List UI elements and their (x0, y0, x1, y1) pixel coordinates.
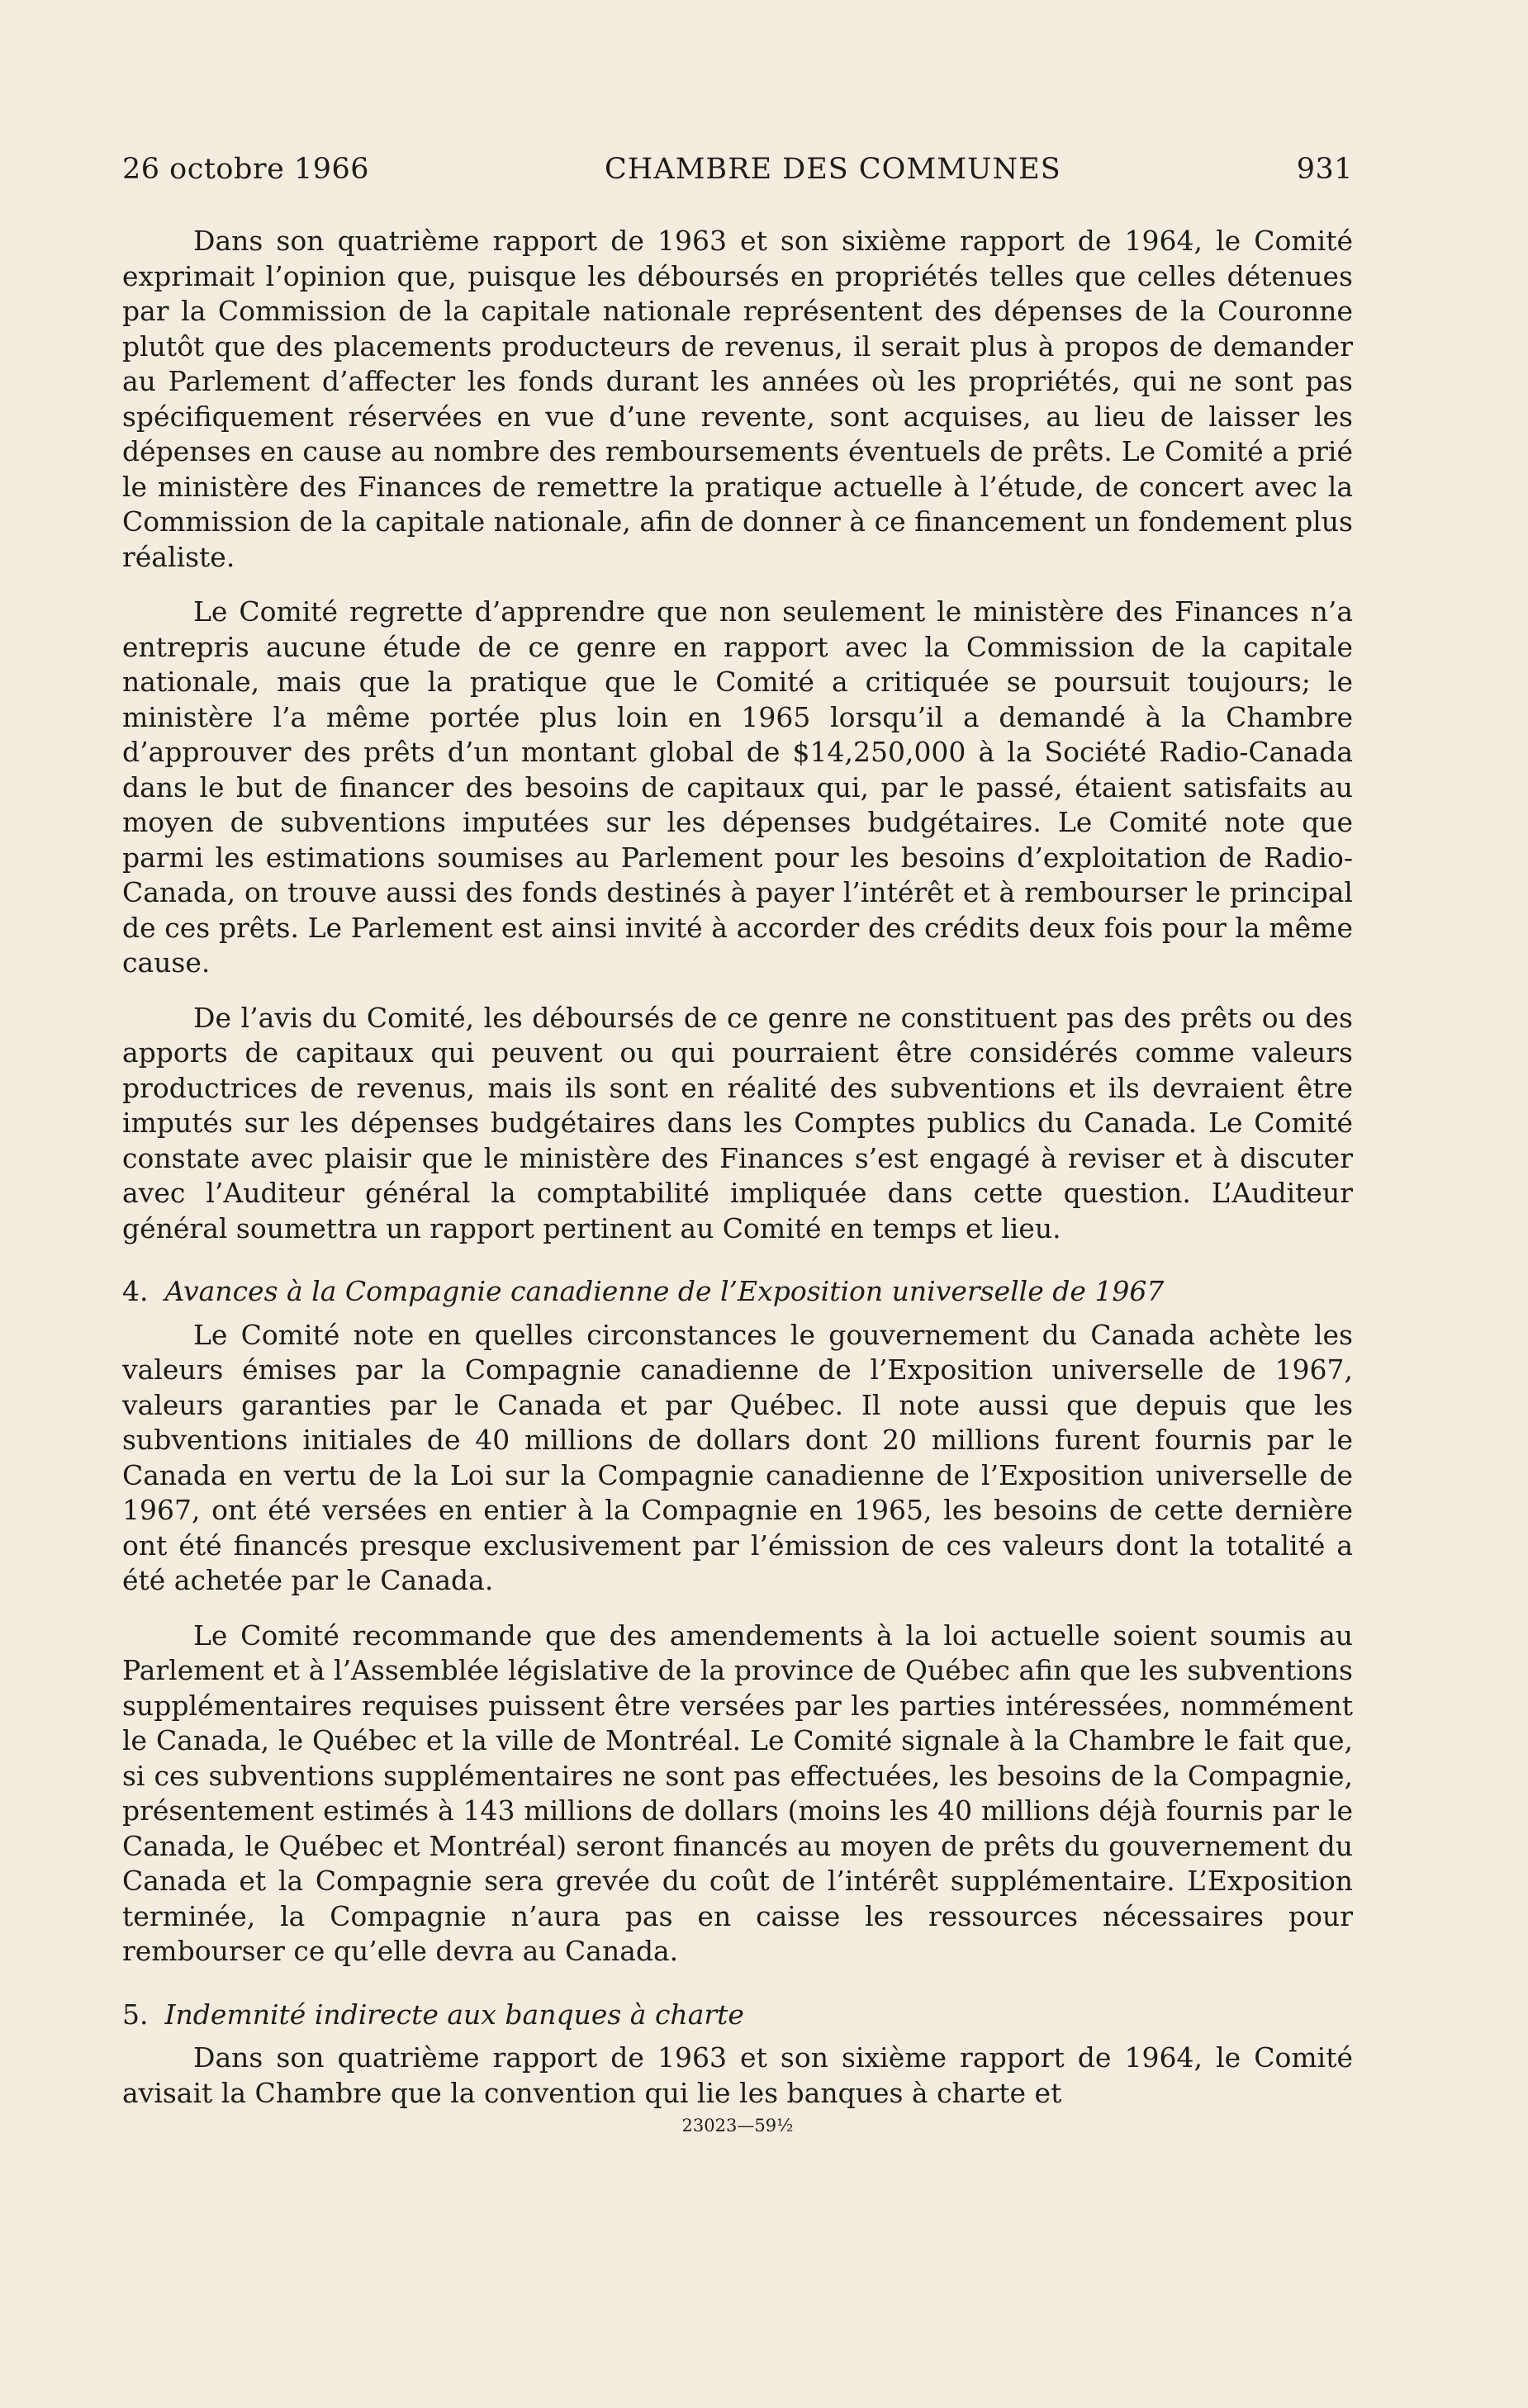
paragraph: Le Comité note en quelles circonstances le gouvernement du Canada achète les valeurs émises par la Compagnie canadienne de l’Exposition universelle de 1967, valeurs garanties par le Canada et par Québec. Il note aussi que depuis que les subventions initiales de 40 millions de dollars dont 20 millions furent fournis par le Canada en vertu de la Loi sur la Compagnie canadienne de l’Exposition universelle de 1967, ont été versées en entier à la Compagnie en 1965, les besoins de cette dernière ont été financés presque exclusivement par l’émission de ces valeurs dont la totalité a été achetée par le Canada. (122, 1318, 1353, 1596)
paragraph: Le Comité recommande que des amendements à la loi actuelle soient soumis au Parlement et à l’Assemblée législative de la province de Québec afin que les subventions supplémentaires requises puissent être versées par les parties intéressées, nommément le Canada, le Québec et la ville de Montréal. Le Comité signale à la Chambre le fait que, si ces subventions supplémentaires ne sont pas effectuées, les besoins de la Compagnie, présentement estimés à 143 millions de dollars (moins les 40 millions déjà fournis par le Canada, le Québec et Montréal) seront financés au moyen de prêts du gouvernement du Canada et la Compagnie sera grevée du coût de l’intérêt supplémentaire. L’Exposition terminée, la Compagnie n’aura pas en caisse les ressources nécessaires pour rembourser ce qu’elle devra au Canada. (122, 1619, 1353, 1967)
page-header (122, 153, 1353, 186)
paragraph: Dans son quatrième rapport de 1963 et son sixième rapport de 1964, le Comité avisait la Chambre que la convention qui lie les banques à charte et (122, 2041, 1353, 2109)
header-page-number: 931 (1296, 153, 1353, 186)
page-footer-code: 23023—59½ (681, 2116, 794, 2135)
section-number: 4. (122, 1275, 149, 1307)
section-heading-5 (122, 1998, 1353, 2033)
section-title: Indemnité indirecte aux banques à charte (164, 1998, 744, 2031)
header-title: CHAMBRE DES COMMUNES (605, 153, 1061, 186)
document-page (122, 153, 1353, 2135)
section-number: 5. (122, 1998, 149, 2031)
paragraph: Dans son quatrième rapport de 1963 et son sixième rapport de 1964, le Comité exprimait l’opinion que, puisque les déboursés en propriétés telles que celles détenues par la Commission de la capitale nationale représentent des dépenses de la Couronne plutôt que des placements producteurs de revenus, il serait plus à propos de demander au Parlement d’affecter les fonds durant les années où les propriétés, qui ne sont pas spécifiquement réservées en vue d’une revente, sont acquises, au lieu de laisser les dépenses en cause au nombre des remboursements éventuels de prêts. Le Comité a prié le ministère des Finances de remettre la pratique actuelle à l’étude, de concert avec la Commission de la capitale nationale, afin de donner à ce financement un fondement plus réaliste. (122, 225, 1353, 573)
section-heading-4 (122, 1274, 1353, 1310)
paragraph: Le Comité regrette d’apprendre que non seulement le ministère des Finances n’a entrepris aucune étude de ce genre en rapport avec la Commission de la capitale nationale, mais que la pratique que le Comité a critiquée se poursuit toujours; le ministère l’a même portée plus loin en 1965 lorsqu’il a demandé à la Chambre d’approuver des prêts d’un montant global de $14,250,000 à la Société Radio-Canada dans le but de financer des besoins de capitaux qui, par le passé, étaient satisfaits au moyen de subventions imputées sur les dépenses budgétaires. Le Comité note que parmi les estimations soumises au Parlement pour les besoins d’exploitation de Radio-Canada, on trouve aussi des fonds destinés à payer l’intérêt et à rembourser le principal de ces prêts. Le Parlement est ainsi invité à accorder des crédits deux fois pour la même cause. (122, 595, 1353, 979)
section-title: Avances à la Compagnie canadienne de l’Exposition universelle de 1967 (164, 1275, 1165, 1307)
paragraph: De l’avis du Comité, les déboursés de ce genre ne constituent pas des prêts ou des apports de capitaux qui peuvent ou qui pourraient être considérés comme valeurs productrices de revenus, mais ils sont en réalité des subventions et ils devraient être imputés sur les dépenses budgétaires dans les Comptes publics du Canada. Le Comité constate avec plaisir que le ministère des Finances s’est engagé à reviser et à discuter avec l’Auditeur général la comptabilité impliquée dans cette question. L’Auditeur général soumettra un rapport pertinent au Comité en temps et lieu. (122, 1001, 1353, 1244)
header-date: 26 octobre 1966 (122, 153, 370, 186)
